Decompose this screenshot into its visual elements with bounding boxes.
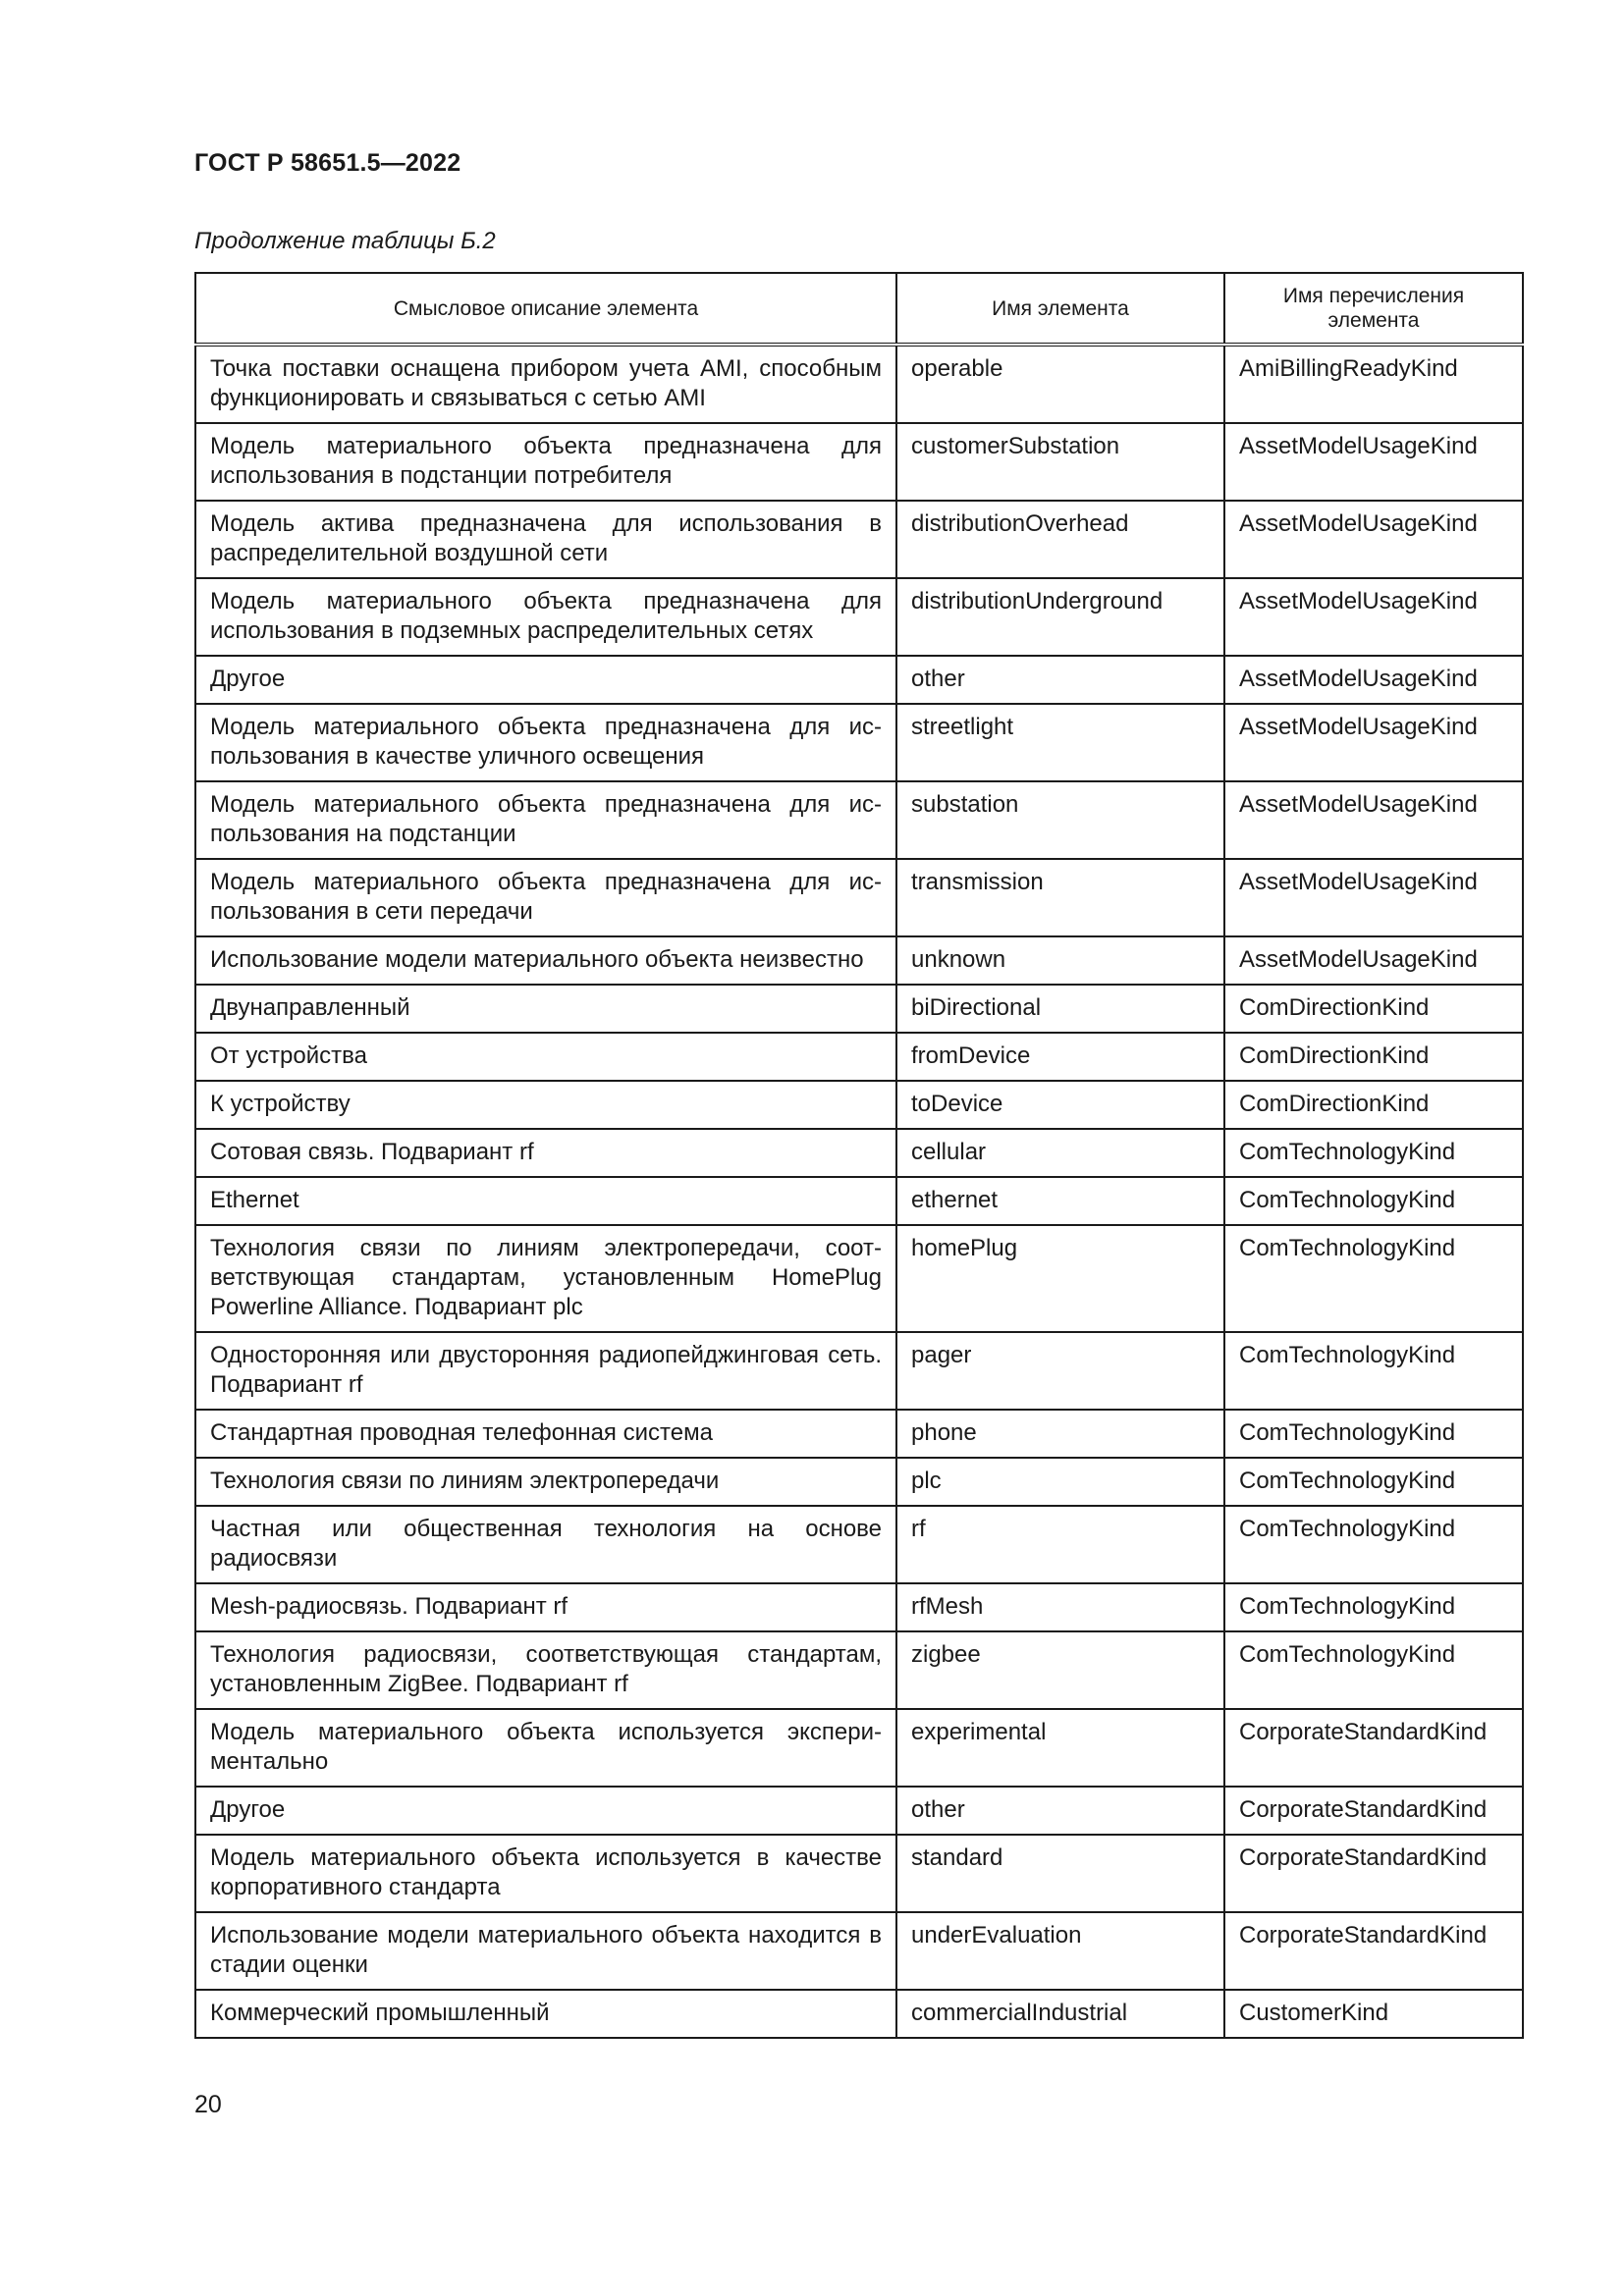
cell-enum-name: AssetModelUsageKind bbox=[1224, 578, 1523, 656]
cell-description: Модель материального объекта используется экспериментально bbox=[195, 1709, 896, 1787]
cell-description: К устройству bbox=[195, 1081, 896, 1129]
cell-enum-name: ComTechnologyKind bbox=[1224, 1506, 1523, 1583]
cell-element-name: distributionOverhead bbox=[896, 501, 1224, 578]
cell-enum-name: ComTechnologyKind bbox=[1224, 1177, 1523, 1225]
cell-description: Mesh-радиосвязь. Подвариант rf bbox=[195, 1583, 896, 1631]
table-header-row bbox=[195, 273, 1523, 345]
cell-element-name: transmission bbox=[896, 859, 1224, 936]
cell-element-name: phone bbox=[896, 1410, 1224, 1458]
table-row bbox=[195, 1332, 1523, 1410]
cell-element-name: unknown bbox=[896, 936, 1224, 985]
cell-description: Использование модели материального объекта неизвестно bbox=[195, 936, 896, 985]
enumeration-table bbox=[194, 272, 1524, 2039]
cell-description: Частная или общественная технология на основе радиосвязи bbox=[195, 1506, 896, 1583]
cell-description: Другое bbox=[195, 656, 896, 704]
cell-enum-name: ComDirectionKind bbox=[1224, 985, 1523, 1033]
cell-element-name: homePlug bbox=[896, 1225, 1224, 1332]
cell-enum-name: AssetModelUsageKind bbox=[1224, 859, 1523, 936]
cell-enum-name: ComDirectionKind bbox=[1224, 1033, 1523, 1081]
cell-enum-name: AssetModelUsageKind bbox=[1224, 704, 1523, 781]
table-row bbox=[195, 1129, 1523, 1177]
cell-element-name: rf bbox=[896, 1506, 1224, 1583]
cell-element-name: commercialIndustrial bbox=[896, 1990, 1224, 2038]
cell-description: Стандартная проводная телефонная система bbox=[195, 1410, 896, 1458]
cell-description: Точка поставки оснащена прибором учета AMI, способным функционировать и связываться с сетью AMI bbox=[195, 345, 896, 423]
cell-element-name: plc bbox=[896, 1458, 1224, 1506]
cell-description: Модель материального объекта предназначена для использования в подстанции потребителя bbox=[195, 423, 896, 501]
cell-enum-name: ComTechnologyKind bbox=[1224, 1583, 1523, 1631]
table-row bbox=[195, 578, 1523, 656]
cell-element-name: substation bbox=[896, 781, 1224, 859]
table-row bbox=[195, 1410, 1523, 1458]
cell-enum-name: AssetModelUsageKind bbox=[1224, 936, 1523, 985]
cell-description: От устройства bbox=[195, 1033, 896, 1081]
table-row bbox=[195, 1709, 1523, 1787]
cell-element-name: underEvaluation bbox=[896, 1912, 1224, 1990]
cell-description: Модель материального объекта предназначена для использования на подстанции bbox=[195, 781, 896, 859]
cell-element-name: zigbee bbox=[896, 1631, 1224, 1709]
cell-element-name: experimental bbox=[896, 1709, 1224, 1787]
cell-enum-name: ComTechnologyKind bbox=[1224, 1631, 1523, 1709]
cell-enum-name: ComTechnologyKind bbox=[1224, 1225, 1523, 1332]
cell-description: Модель материального объекта предназначена для использования в качестве уличного освещения bbox=[195, 704, 896, 781]
cell-enum-name: ComDirectionKind bbox=[1224, 1081, 1523, 1129]
cell-enum-name: ComTechnologyKind bbox=[1224, 1458, 1523, 1506]
cell-element-name: operable bbox=[896, 345, 1224, 423]
column-header-enum-name: Имя перечисления элемента bbox=[1224, 273, 1523, 345]
table-row bbox=[195, 859, 1523, 936]
cell-element-name: rfMesh bbox=[896, 1583, 1224, 1631]
cell-enum-name: CustomerKind bbox=[1224, 1990, 1523, 2038]
table-row bbox=[195, 1990, 1523, 2038]
cell-description: Односторонняя или двусторонняя радиопейджинговая сеть. Подвариант rf bbox=[195, 1332, 896, 1410]
table-row bbox=[195, 1177, 1523, 1225]
cell-enum-name: CorporateStandardKind bbox=[1224, 1835, 1523, 1912]
table-row bbox=[195, 985, 1523, 1033]
cell-element-name: cellular bbox=[896, 1129, 1224, 1177]
cell-enum-name: AssetModelUsageKind bbox=[1224, 501, 1523, 578]
cell-element-name: other bbox=[896, 656, 1224, 704]
table-row bbox=[195, 1787, 1523, 1835]
table-row bbox=[195, 1506, 1523, 1583]
table-row bbox=[195, 1081, 1523, 1129]
cell-description: Использование модели материального объекта находится в стадии оценки bbox=[195, 1912, 896, 1990]
cell-description: Технология связи по линиям электропередачи bbox=[195, 1458, 896, 1506]
cell-enum-name: ComTechnologyKind bbox=[1224, 1129, 1523, 1177]
table-row bbox=[195, 1458, 1523, 1506]
cell-element-name: customerSubstation bbox=[896, 423, 1224, 501]
table-row bbox=[195, 1835, 1523, 1912]
cell-element-name: streetlight bbox=[896, 704, 1224, 781]
cell-description: Сотовая связь. Подвариант rf bbox=[195, 1129, 896, 1177]
cell-enum-name: CorporateStandardKind bbox=[1224, 1912, 1523, 1990]
table-row bbox=[195, 1225, 1523, 1332]
cell-enum-name: AssetModelUsageKind bbox=[1224, 656, 1523, 704]
cell-enum-name: CorporateStandardKind bbox=[1224, 1709, 1523, 1787]
cell-description: Двунаправленный bbox=[195, 985, 896, 1033]
cell-element-name: pager bbox=[896, 1332, 1224, 1410]
column-header-element-name: Имя элемента bbox=[896, 273, 1224, 345]
document-code: ГОСТ Р 58651.5—2022 bbox=[194, 149, 461, 177]
cell-enum-name: AssetModelUsageKind bbox=[1224, 423, 1523, 501]
cell-description: Технология радиосвязи, соответствующая стандартам, установленным ZigBee. Подвариант rf bbox=[195, 1631, 896, 1709]
column-header-description: Смысловое описание элемента bbox=[195, 273, 896, 345]
cell-element-name: toDevice bbox=[896, 1081, 1224, 1129]
cell-element-name: fromDevice bbox=[896, 1033, 1224, 1081]
page-number: 20 bbox=[194, 2091, 222, 2118]
cell-description: Технология связи по линиям электропередачи, соответствующая стандартам, установленным HomePlug Powerline Alliance. Подвариант plc bbox=[195, 1225, 896, 1332]
cell-element-name: standard bbox=[896, 1835, 1224, 1912]
table-caption: Продолжение таблицы Б.2 bbox=[194, 228, 496, 254]
cell-description: Ethernet bbox=[195, 1177, 896, 1225]
table-row bbox=[195, 345, 1523, 423]
table-row bbox=[195, 781, 1523, 859]
table-row bbox=[195, 1583, 1523, 1631]
table-row bbox=[195, 1631, 1523, 1709]
cell-enum-name: ComTechnologyKind bbox=[1224, 1332, 1523, 1410]
cell-description: Модель актива предназначена для использования в распределительной воздушной сети bbox=[195, 501, 896, 578]
cell-element-name: distributionUnderground bbox=[896, 578, 1224, 656]
cell-element-name: other bbox=[896, 1787, 1224, 1835]
cell-description: Модель материального объекта предназначена для использования в сети передачи bbox=[195, 859, 896, 936]
cell-element-name: biDirectional bbox=[896, 985, 1224, 1033]
table-row bbox=[195, 501, 1523, 578]
cell-enum-name: AssetModelUsageKind bbox=[1224, 781, 1523, 859]
cell-description: Коммерческий промышленный bbox=[195, 1990, 896, 2038]
cell-element-name: ethernet bbox=[896, 1177, 1224, 1225]
cell-description: Модель материального объекта предназначена для использования в подземных распределительных сетях bbox=[195, 578, 896, 656]
cell-enum-name: ComTechnologyKind bbox=[1224, 1410, 1523, 1458]
cell-description: Другое bbox=[195, 1787, 896, 1835]
cell-description: Модель материального объекта используется в качестве корпоративного стандарта bbox=[195, 1835, 896, 1912]
table-row bbox=[195, 936, 1523, 985]
table-body bbox=[195, 345, 1523, 2038]
table-row bbox=[195, 704, 1523, 781]
table-row bbox=[195, 1912, 1523, 1990]
cell-enum-name: CorporateStandardKind bbox=[1224, 1787, 1523, 1835]
table-row bbox=[195, 1033, 1523, 1081]
cell-enum-name: AmiBillingReadyKind bbox=[1224, 345, 1523, 423]
table-row bbox=[195, 656, 1523, 704]
table-row bbox=[195, 423, 1523, 501]
